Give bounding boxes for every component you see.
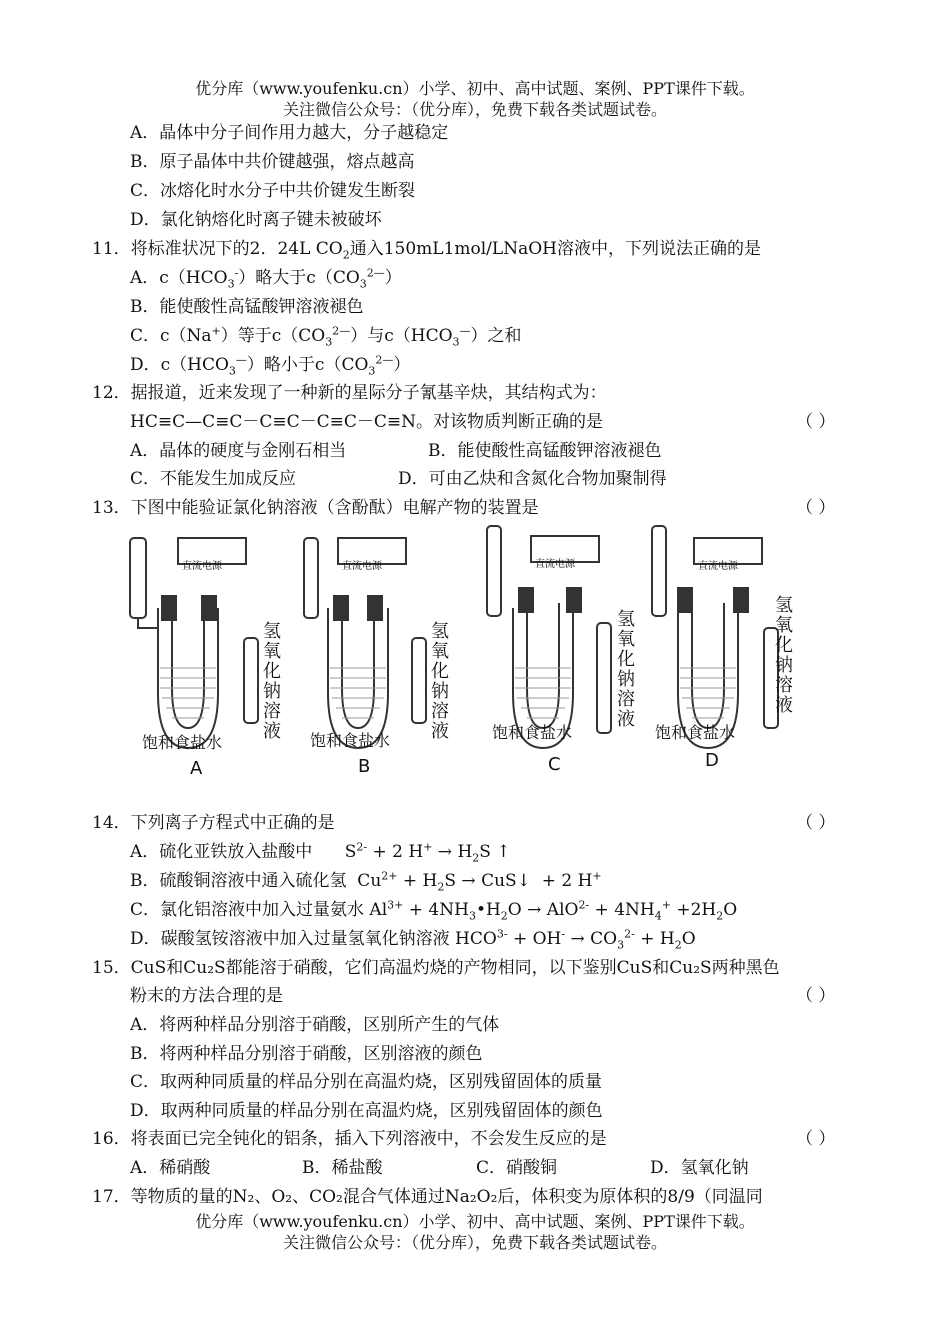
apparatus-letter-c: C bbox=[548, 754, 561, 775]
q12-stem: 12．据报道，近来发现了一种新的星际分子氰基辛炔，其结构式为： bbox=[92, 383, 607, 403]
q10-option-a: A．晶体中分子间作用力越大，分子越稳定 bbox=[130, 123, 449, 143]
brine-label-d: 饱和食盐水 bbox=[655, 723, 736, 742]
electrolysis-apparatus-figure bbox=[118, 518, 818, 796]
footer-line-1: 优分库（www.youfenku.cn）小学、初中、高中试题、案例、PPT课件下载。 bbox=[195, 1212, 755, 1231]
q14-option-c: C．氯化铝溶液中加入过量氨水 $Al^{3+}$ + $4NH_3•H_2O \to AlO^{2-} + 4NH_4^+ +2H_2O$ bbox=[130, 898, 738, 923]
q11-stem: 11．将标准状况下的2．24L $CO_2$通入150mL1mol/LNaOH溶液中，下列说法正确的是 bbox=[92, 239, 761, 262]
q12-formula: HC≡C—C≡C－C≡C－C≡C－C≡N。对该物质判断正确的是 bbox=[130, 412, 603, 432]
brine-label-b: 饱和食盐水 bbox=[310, 731, 391, 750]
q14-option-a: A．硫化亚铁放入盐酸中 $S^{2-} + 2$ $H^+ \to H_2S$ ↑ bbox=[130, 840, 511, 865]
naoh-label-a: 氢氧化钠溶液 bbox=[263, 621, 281, 742]
naoh-label-d: 氢氧化钠溶液 bbox=[775, 595, 793, 716]
q14-option-b: B．硫酸铜溶液中通入硫化氢 $Cu^{2+} + H_2S$ → CuS↓ + 2 H+ bbox=[130, 869, 602, 894]
header-line-1: 优分库（www.youfenku.cn）小学、初中、高中试题、案例、PPT课件下载。 bbox=[195, 79, 755, 98]
q12-option-b: B．能使酸性高锰酸钾溶液褪色 bbox=[428, 441, 662, 461]
power-label-d: 直流电源 bbox=[698, 561, 738, 572]
q16-stem: 16．将表面已完全钝化的铝条，插入下列溶液中，不会发生反应的是 bbox=[92, 1129, 607, 1149]
header-line-2: 关注微信公众号：（优分库），免费下载各类试题试卷。 bbox=[282, 100, 667, 119]
q14-answer-paren: （ ） bbox=[796, 813, 836, 833]
q13-answer-paren: （ ） bbox=[796, 498, 836, 518]
q15-option-d: D．取两种同质量的样品分别在高温灼烧，区别残留固体的颜色 bbox=[130, 1101, 603, 1121]
q15-option-a: A．将两种样品分别溶于硝酸，区别所产生的气体 bbox=[130, 1015, 500, 1035]
footer-line-2: 关注微信公众号：（优分库），免费下载各类试题试卷。 bbox=[282, 1233, 667, 1252]
q10-option-d: D．氯化钠熔化时离子键未被破坏 bbox=[130, 210, 382, 230]
q16-option-b: B．稀盐酸 bbox=[302, 1158, 383, 1178]
q15-option-b: B．将两种样品分别溶于硝酸，区别溶液的颜色 bbox=[130, 1044, 483, 1064]
q16-option-a: A．稀硝酸 bbox=[130, 1158, 211, 1178]
apparatus-letter-b: B bbox=[358, 756, 371, 777]
brine-label-a: 饱和食盐水 bbox=[142, 733, 223, 752]
q12-answer-paren: （ ） bbox=[796, 412, 836, 432]
q10-option-c: C．冰熔化时水分子中共价键发生断裂 bbox=[130, 181, 416, 201]
q11-option-a: A．$c(HCO_3^-)$略大于$c(CO_3^{2—})$ bbox=[130, 266, 402, 291]
apparatus-letter-a: A bbox=[190, 758, 203, 779]
power-label-b: 直流电源 bbox=[342, 561, 382, 572]
q15-option-c: C．取两种同质量的样品分别在高温灼烧，区别残留固体的质量 bbox=[130, 1072, 603, 1092]
q10-option-b: B．原子晶体中共价键越强，熔点越高 bbox=[130, 152, 415, 172]
q14-stem: 14．下列离子方程式中正确的是 bbox=[92, 813, 335, 833]
q11-option-d: D．$c(HCO_3^—)$略小于$c(CO_3^{2—})$ bbox=[130, 353, 411, 378]
q11-option-b: B．能使酸性高锰酸钾溶液褪色 bbox=[130, 297, 364, 317]
q16-option-d: D．氢氧化钠 bbox=[650, 1158, 749, 1178]
q17-stem: 17．等物质的量的N₂、O₂、CO₂混合气体通过Na₂O₂后，体积变为原体积的8/9（同温同 bbox=[92, 1187, 763, 1207]
q12-option-d: D．可由乙炔和含氮化合物加聚制得 bbox=[398, 469, 667, 489]
power-label-c: 直流电源 bbox=[535, 559, 575, 570]
q11-option-c: C．c（Na+）等于$c(CO_3^{2—})$与$c(HCO_3^—)$之和 bbox=[130, 324, 522, 349]
q13-stem: 13．下图中能验证氯化钠溶液（含酚酞）电解产物的装置是 bbox=[92, 498, 539, 518]
q15-stem-line-2: 粉末的方法合理的是 bbox=[130, 986, 283, 1006]
q16-option-c: C．硝酸铜 bbox=[476, 1158, 558, 1178]
apparatus-letter-d: D bbox=[705, 750, 719, 771]
q12-option-c: C．不能发生加成反应 bbox=[130, 469, 297, 489]
naoh-label-b: 氢氧化钠溶液 bbox=[431, 621, 449, 742]
q16-answer-paren: （ ） bbox=[796, 1129, 836, 1149]
q15-answer-paren: （ ） bbox=[796, 986, 836, 1006]
q12-option-a: A．晶体的硬度与金刚石相当 bbox=[130, 441, 347, 461]
q15-stem-line-1: 15．CuS和Cu₂S都能溶于硝酸，它们高温灼烧的产物相同，以下鉴别CuS和Cu₂S两种黑色 bbox=[92, 958, 780, 978]
power-label-a: 直流电源 bbox=[182, 561, 222, 572]
naoh-label-c: 氢氧化钠溶液 bbox=[617, 609, 635, 730]
brine-label-c: 饱和食盐水 bbox=[492, 723, 573, 742]
q14-option-d: D．碳酸氢铵溶液中加入过量氢氧化钠溶液 $HCO^{3-} + OH^- \to CO_3^{2-} + H_2O$ bbox=[130, 927, 696, 952]
